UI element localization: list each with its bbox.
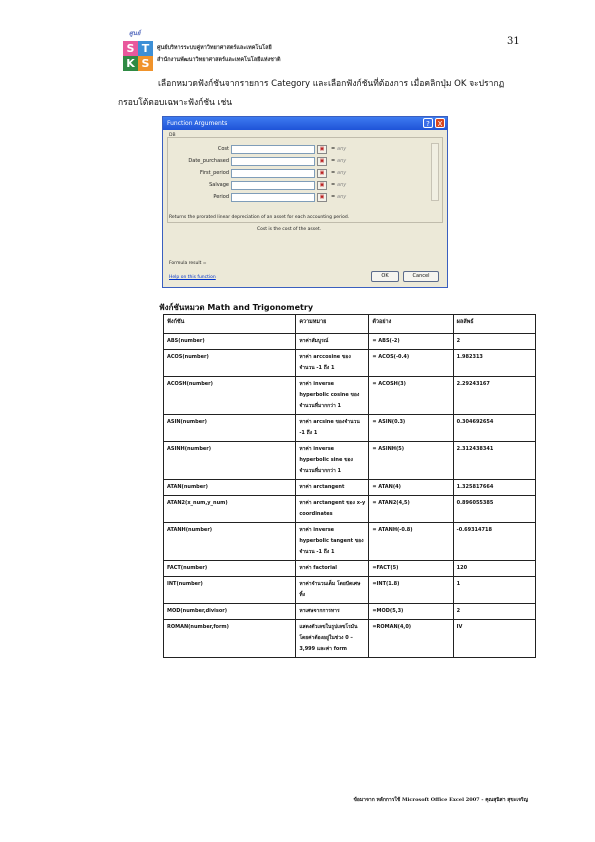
argument-value: any: [337, 170, 347, 176]
function-description: Returns the prorated linear depreciation of an asset for each accounting period.: [169, 215, 350, 220]
table-row: [164, 577, 536, 604]
table-cell-result: IV: [453, 620, 535, 658]
page-footer: ข้อมาจาก หลักการใช้ Microsoft Office Excel 2007 - คุณสุนิสา สุขะเจริญ: [353, 797, 528, 803]
table-cell-fn: ASIN(number): [164, 415, 296, 442]
argument-label: First_period: [200, 170, 229, 176]
table-cell-result: 120: [453, 561, 535, 577]
logo-letter: S: [138, 56, 153, 71]
table-cell-result: 0.304692654: [453, 415, 535, 442]
table-header-row: [164, 315, 536, 334]
table-cell-meaning: หาค่า arctangent: [296, 480, 369, 496]
dialog-titlebar: [163, 117, 447, 130]
first-period-input[interactable]: [231, 169, 315, 178]
table-cell-meaning: หาค่า inverse hyperbolic tangent ของจำนวน -1 ถึง 1: [296, 523, 369, 561]
close-icon[interactable]: X: [435, 118, 445, 128]
argument-description: Cost is the cost of the asset.: [257, 227, 322, 232]
table-cell-result: -0.69314718: [453, 523, 535, 561]
table-cell-fn: ACOSH(number): [164, 377, 296, 415]
argument-row-cost: [171, 145, 439, 155]
argument-row-period: [171, 193, 439, 203]
table-cell-meaning: หาค่า inverse hyperbolic cosine ของจำนวนที่มากกว่า 1: [296, 377, 369, 415]
table-cell-meaning: หาเศษจากการหาร: [296, 604, 369, 620]
table-cell-meaning: หาค่า arcsine ของจำนวน -1 ถึง 1: [296, 415, 369, 442]
column-header: ตัวอย่าง: [369, 315, 453, 334]
functions-table: [163, 314, 536, 658]
intro-paragraph-line2: กรอบโต้ตอบเฉพาะฟังก์ชัน เช่น: [118, 98, 233, 108]
collapse-dialog-icon[interactable]: ▣: [317, 181, 327, 190]
equals-sign: =: [331, 170, 336, 176]
table-cell-example: =INT(1.8): [369, 577, 453, 604]
table-row: [164, 415, 536, 442]
argument-label: Date_purchased: [188, 158, 229, 164]
table-cell-example: = ACOS(-0.4): [369, 350, 453, 377]
table-row: [164, 620, 536, 658]
date-purchased-input[interactable]: [231, 157, 315, 166]
org-name-line1: ศูนย์บริหารระบบคู่หาวิทยาศาสตร์และเทคโนโลยี: [157, 45, 272, 51]
collapse-dialog-icon[interactable]: ▣: [317, 157, 327, 166]
table-row: [164, 334, 536, 350]
table-cell-example: = ACOSH(3): [369, 377, 453, 415]
table-cell-fn: ATAN(number): [164, 480, 296, 496]
section-title: ฟังก์ชันหมวด Math and Trigonometry: [159, 303, 314, 312]
table-cell-example: =FACT(5): [369, 561, 453, 577]
table-cell-example: = ATANH(-0.8): [369, 523, 453, 561]
table-row: [164, 377, 536, 415]
argument-label: Period: [213, 194, 229, 200]
table-row: [164, 496, 536, 523]
table-cell-fn: ASINH(number): [164, 442, 296, 480]
table-cell-meaning: หาค่า inverse hyperbolic sine ของจำนวนที่มากกว่า 1: [296, 442, 369, 480]
table-cell-fn: ACOS(number): [164, 350, 296, 377]
table-cell-meaning: แสดงตัวเลขในรูปเลขโรมัน โดยค่าต้องอยู่ในช่วง 0 – 3,999 และค่า form: [296, 620, 369, 658]
table-cell-result: 2.29243167: [453, 377, 535, 415]
table-cell-result: 2: [453, 334, 535, 350]
argument-value: any: [337, 158, 347, 164]
table-cell-result: 1.982313: [453, 350, 535, 377]
table-cell-result: 2.312438341: [453, 442, 535, 480]
table-row: [164, 523, 536, 561]
column-header: ฟังก์ชัน: [164, 315, 296, 334]
table-row: [164, 442, 536, 480]
table-cell-result: 1: [453, 577, 535, 604]
table-cell-fn: ABS(number): [164, 334, 296, 350]
argument-row-date-purchased: [171, 157, 439, 167]
table-cell-example: = ABS(-2): [369, 334, 453, 350]
collapse-dialog-icon[interactable]: ▣: [317, 145, 327, 154]
argument-value: any: [337, 182, 347, 188]
page-number: 31: [507, 36, 520, 47]
collapse-dialog-icon[interactable]: ▣: [317, 193, 327, 202]
table-cell-fn: ATANH(number): [164, 523, 296, 561]
logo-top-text: ศูนย์: [129, 30, 141, 37]
table-body: [164, 334, 536, 658]
logo-grid: [123, 41, 153, 71]
table-cell-meaning: หาค่า arccosine ของจำนวน -1 ถึง 1: [296, 350, 369, 377]
table-row: [164, 350, 536, 377]
table-cell-result: 1.325817664: [453, 480, 535, 496]
period-input[interactable]: [231, 193, 315, 202]
table-cell-example: = ASINH(5): [369, 442, 453, 480]
table-cell-fn: ROMAN(number,form): [164, 620, 296, 658]
table-cell-example: =ROMAN(4,0): [369, 620, 453, 658]
stks-logo: [123, 28, 155, 72]
arguments-scrollbar[interactable]: [431, 143, 439, 201]
table-cell-meaning: หาค่าสัมบูรณ์: [296, 334, 369, 350]
argument-value: any: [337, 146, 347, 152]
table-row: [164, 480, 536, 496]
table-cell-fn: MOD(number,divisor): [164, 604, 296, 620]
table-cell-result: 0.896055385: [453, 496, 535, 523]
argument-row-first-period: [171, 169, 439, 179]
equals-sign: =: [331, 146, 336, 152]
salvage-input[interactable]: [231, 181, 315, 190]
function-arguments-dialog: [162, 116, 448, 288]
dialog-title: Function Arguments: [167, 120, 228, 127]
column-header: ความหมาย: [296, 315, 369, 334]
argument-row-salvage: [171, 181, 439, 191]
argument-label: Cost: [217, 146, 229, 152]
cancel-button[interactable]: Cancel: [403, 271, 439, 282]
table-cell-fn: INT(number): [164, 577, 296, 604]
table-cell-example: = ATAN(4): [369, 480, 453, 496]
argument-label: Salvage: [209, 182, 229, 188]
table-cell-fn: FACT(number): [164, 561, 296, 577]
argument-value: any: [337, 194, 347, 200]
formula-result: Formula result =: [169, 261, 207, 266]
logo-letter: K: [123, 56, 138, 71]
table-cell-result: 2: [453, 604, 535, 620]
org-name-line2: สำนักงานพัฒนาวิทยาศาสตร์และเทคโนโลยีแห่งชาติ: [157, 57, 281, 63]
equals-sign: =: [331, 158, 336, 164]
table-cell-meaning: หาค่า arctangent ของ x-y coordinates: [296, 496, 369, 523]
cost-input[interactable]: [231, 145, 315, 154]
table-cell-example: = ASIN(0.3): [369, 415, 453, 442]
table-cell-meaning: หาค่า factorial: [296, 561, 369, 577]
table-cell-fn: ATAN2(x_num,y_num): [164, 496, 296, 523]
function-group-label: DB: [169, 133, 176, 138]
help-icon[interactable]: ?: [423, 118, 433, 128]
table-cell-meaning: หาค่าจำนวนเต็ม โดยปัดเศษทิ้ง: [296, 577, 369, 604]
collapse-dialog-icon[interactable]: ▣: [317, 169, 327, 178]
table-row: [164, 604, 536, 620]
table-row: [164, 561, 536, 577]
logo-letter: S: [123, 41, 138, 56]
help-on-function-link[interactable]: Help on this function: [169, 275, 216, 280]
intro-paragraph-line1: เลือกหมวดฟังก์ชันจากรายการ Category และเลือกฟังก์ชันที่ต้องการ เมื่อคลิกปุ่ม OK จะปรากฏ: [158, 79, 505, 89]
equals-sign: =: [331, 182, 336, 188]
equals-sign: =: [331, 194, 336, 200]
ok-button[interactable]: OK: [371, 271, 399, 282]
column-header: ผลลัพธ์: [453, 315, 535, 334]
table-cell-example: =MOD(5,3): [369, 604, 453, 620]
logo-letter: T: [138, 41, 153, 56]
table-cell-example: = ATAN2(4,5): [369, 496, 453, 523]
